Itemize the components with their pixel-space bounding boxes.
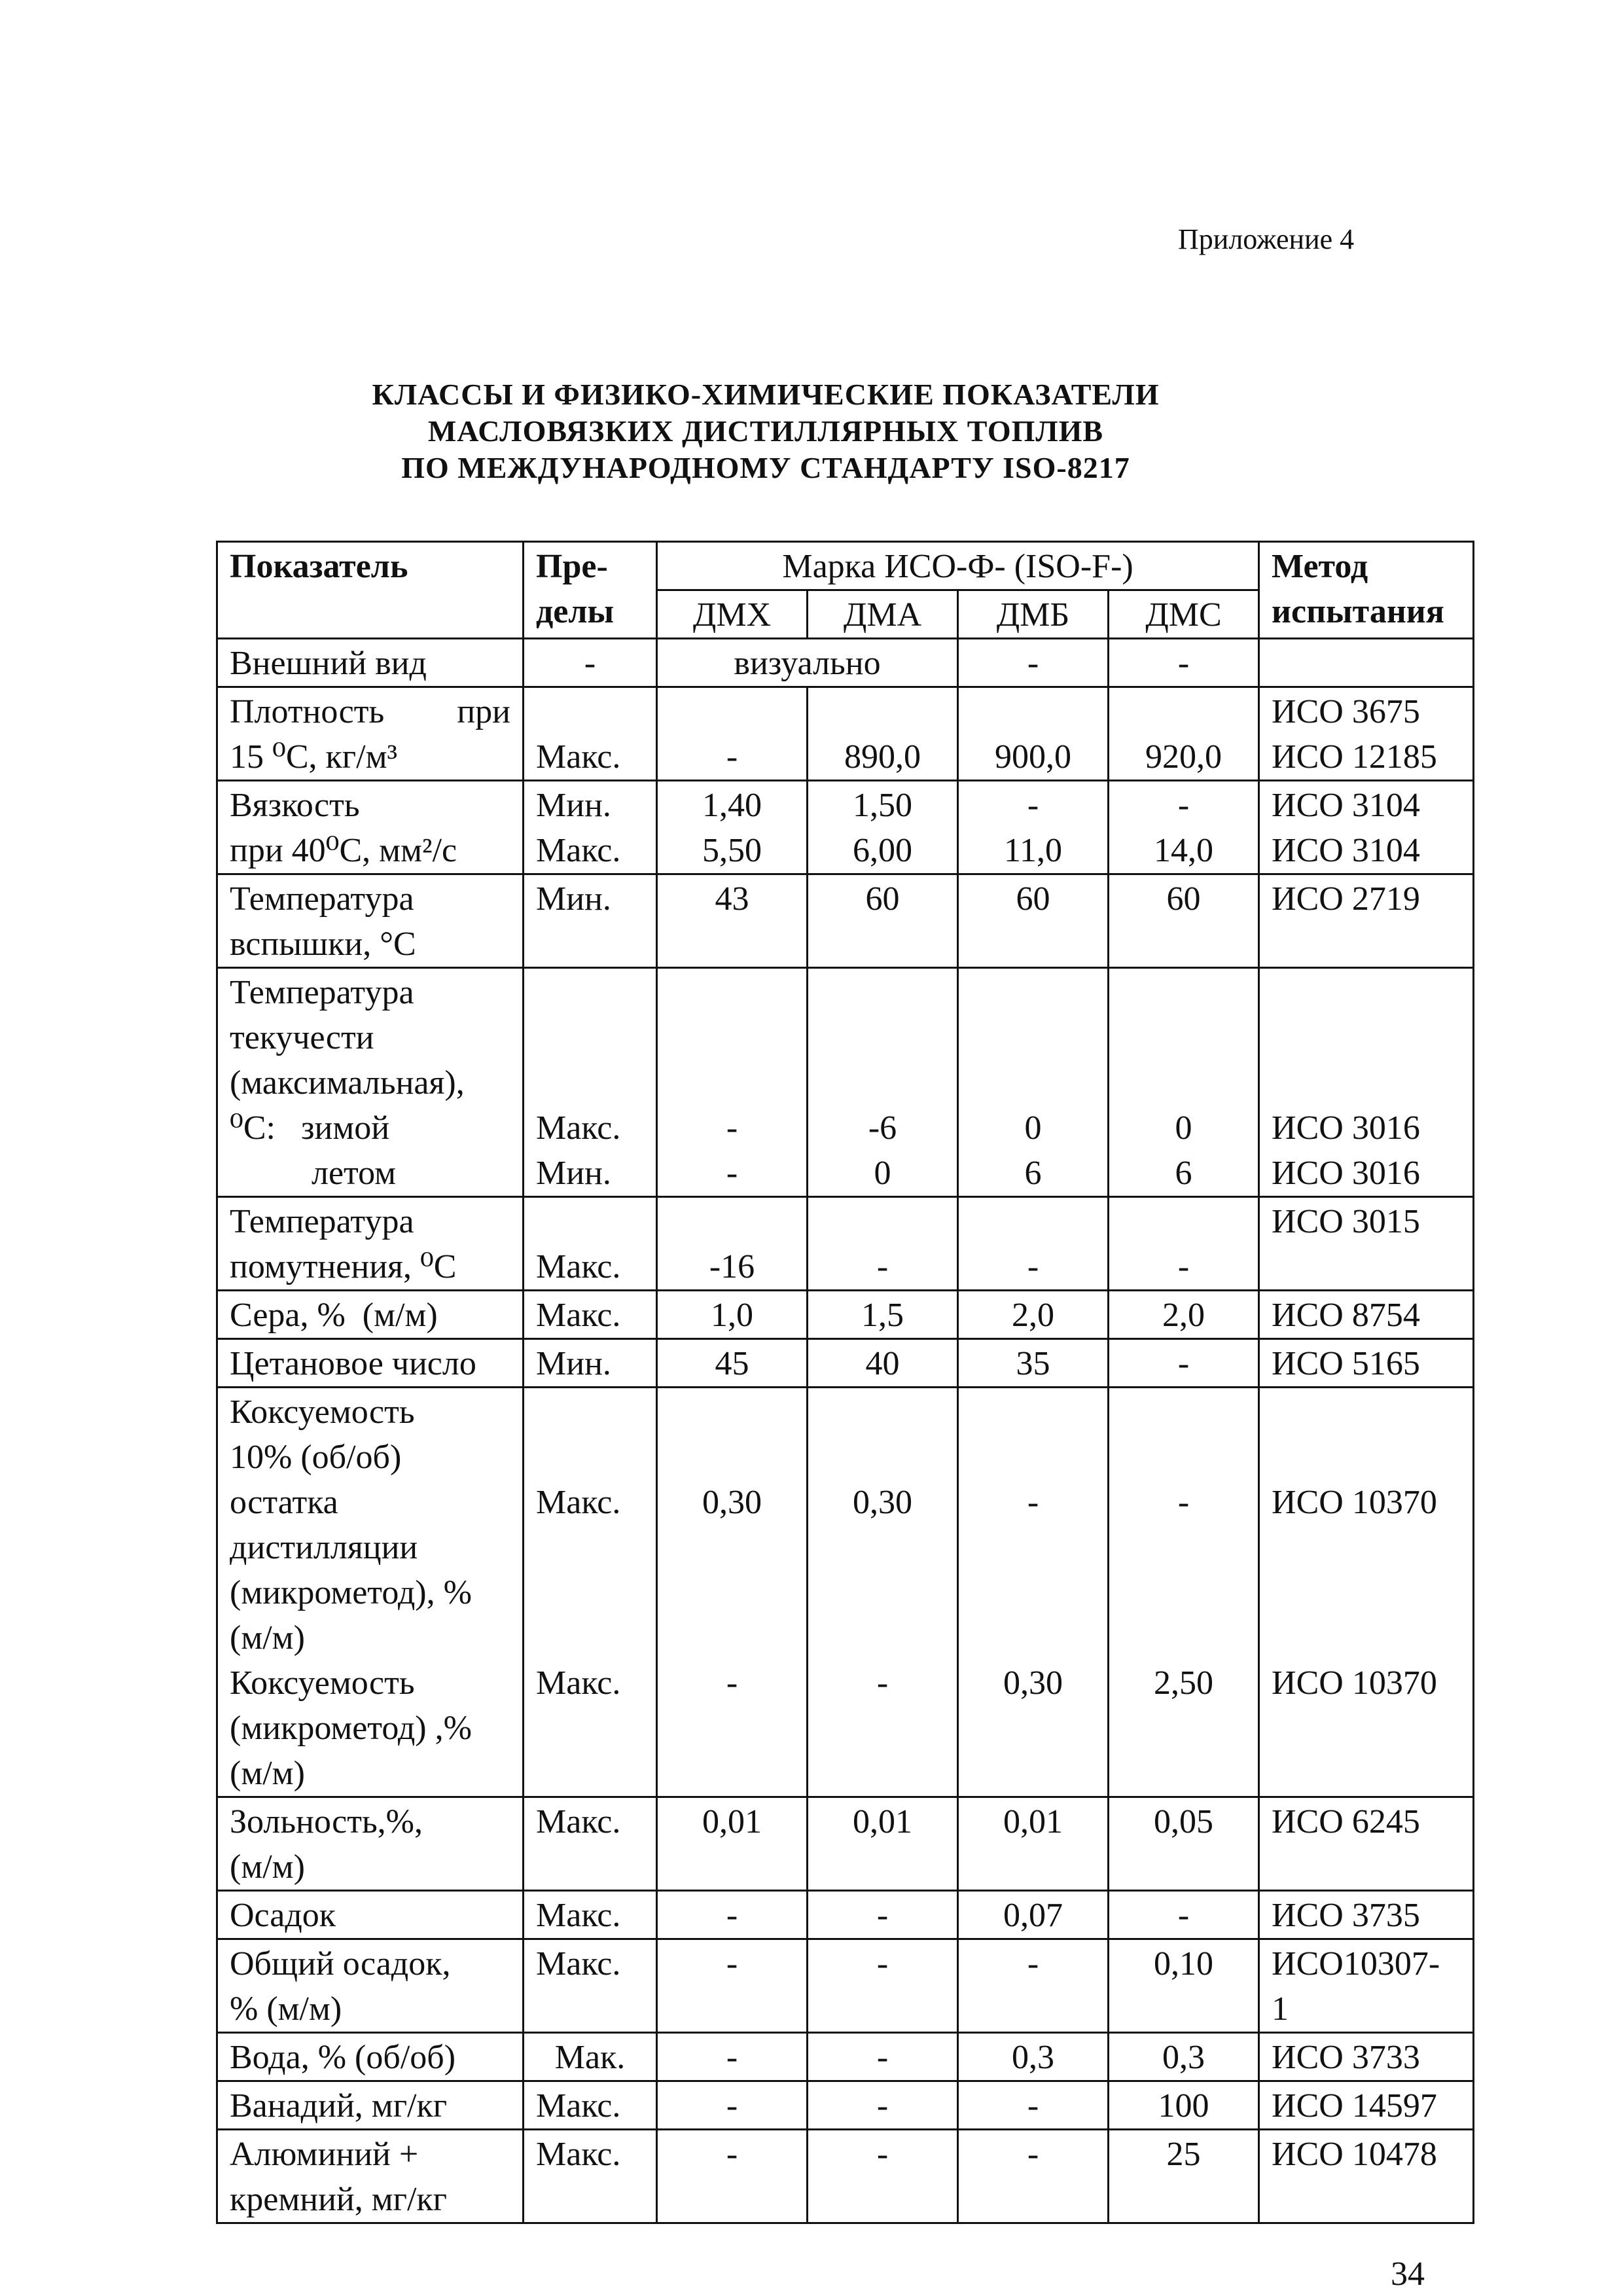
table-row-flash-point bbox=[217, 874, 1474, 968]
name-line: % (м/м) bbox=[230, 1990, 342, 2028]
value-dmx: - bbox=[657, 1891, 808, 1939]
value-dmx: - bbox=[657, 2033, 808, 2081]
method-line: ИСО10307- bbox=[1272, 1945, 1440, 1982]
name-line: Вязкость bbox=[230, 787, 360, 824]
table-row-sediment bbox=[217, 1891, 1474, 1939]
method-line: ИСО 12185 bbox=[1272, 738, 1437, 776]
indicator-name bbox=[217, 874, 524, 968]
grade-dmb: ДМБ bbox=[958, 590, 1109, 639]
value-dmc: 0,3 bbox=[1109, 2033, 1259, 2081]
method-line: ИСО 3016 bbox=[1272, 1155, 1420, 1192]
table-row-water bbox=[217, 2033, 1474, 2081]
value-dmc bbox=[1109, 1388, 1259, 1797]
indicator-name bbox=[217, 1388, 524, 1797]
value-dmb: - bbox=[958, 2081, 1109, 2130]
indicator-name bbox=[217, 1939, 524, 2033]
value-dmx bbox=[657, 781, 808, 874]
indicator-name bbox=[217, 687, 524, 781]
method-line: ИСО 10370 bbox=[1272, 1664, 1437, 1702]
value-dmb: 35 bbox=[958, 1339, 1109, 1388]
method-cell bbox=[1259, 968, 1474, 1197]
limit-cell: Макс. bbox=[524, 1797, 657, 1891]
name-line: (м/м) bbox=[230, 1848, 305, 1886]
value-dmc: 0,05 bbox=[1109, 1797, 1259, 1891]
value-dma: - bbox=[808, 1939, 958, 2033]
limit-cell: Мин. bbox=[524, 874, 657, 968]
name-line: Коксуемость bbox=[230, 1664, 415, 1702]
value: - bbox=[876, 1248, 889, 1285]
header-limits-line-2: делы bbox=[536, 593, 615, 630]
value: 1,40 bbox=[702, 787, 762, 824]
table-row-cloud-point bbox=[217, 1197, 1474, 1291]
indicator-name: Сера, % (м/м) bbox=[217, 1291, 524, 1339]
name-line: дистилляции bbox=[230, 1529, 418, 1566]
limit-cell: Макс. bbox=[524, 2130, 657, 2223]
indicator-name: Вода, % (об/об) bbox=[217, 2033, 524, 2081]
value: -16 bbox=[709, 1248, 755, 1285]
table-row-viscosity bbox=[217, 781, 1474, 874]
value-dmx bbox=[657, 968, 808, 1197]
value-dmc bbox=[1109, 968, 1259, 1197]
method-cell: ИСО 3735 bbox=[1259, 1891, 1474, 1939]
name-line: остатка bbox=[230, 1484, 338, 1521]
name-line: (м/м) bbox=[230, 1755, 305, 1792]
method-cell: ИСО 2719 bbox=[1259, 874, 1474, 968]
value: - bbox=[1027, 1484, 1039, 1521]
value: 1,50 bbox=[853, 787, 912, 824]
header-limits bbox=[524, 542, 657, 639]
limit-line: Макс. bbox=[536, 832, 621, 869]
value-dma bbox=[808, 1388, 958, 1797]
value: - bbox=[1177, 1484, 1190, 1521]
method-cell bbox=[1259, 781, 1474, 874]
indicator-name bbox=[217, 1197, 524, 1291]
document-title bbox=[0, 376, 1531, 486]
value: - bbox=[726, 1109, 738, 1147]
value-dmx: 1,0 bbox=[657, 1291, 808, 1339]
method-line: ИСО 3675 bbox=[1272, 693, 1420, 730]
table-row-ash bbox=[217, 1797, 1474, 1891]
value-dma: 1,5 bbox=[808, 1291, 958, 1339]
table-row-vanadium bbox=[217, 2081, 1474, 2130]
value-dmc: - bbox=[1109, 639, 1259, 687]
value-dmx: - bbox=[657, 2130, 808, 2223]
method-cell: ИСО 10478 bbox=[1259, 2130, 1474, 2223]
value-dmb bbox=[958, 781, 1109, 874]
name-line: помутнения, ⁰С bbox=[230, 1248, 457, 1285]
value: 14,0 bbox=[1154, 832, 1214, 869]
indicator-name bbox=[217, 968, 524, 1197]
value-dmc: - bbox=[1109, 1891, 1259, 1939]
indicator-name: Ванадий, мг/кг bbox=[217, 2081, 524, 2130]
header-row bbox=[217, 542, 1474, 590]
value: 920,0 bbox=[1145, 738, 1222, 776]
limit-cell: Макс. bbox=[524, 1891, 657, 1939]
header-limits-line-1: Пре- bbox=[536, 548, 608, 585]
name-line: Алюминий + bbox=[230, 2136, 419, 2173]
value-dmb: - bbox=[958, 1939, 1109, 2033]
table-row-aluminium-silicon bbox=[217, 2130, 1474, 2223]
name-line: Температура bbox=[230, 880, 414, 918]
limit-cell: Мин. bbox=[524, 1339, 657, 1388]
limit-cell bbox=[524, 687, 657, 781]
value: - bbox=[1177, 1248, 1190, 1285]
density-limit: Макс. bbox=[536, 738, 621, 776]
grade-dmx: ДМХ bbox=[657, 590, 808, 639]
value-dma: - bbox=[808, 2081, 958, 2130]
value-dma bbox=[808, 687, 958, 781]
value-dmc: 60 bbox=[1109, 874, 1259, 968]
value-dma: 60 bbox=[808, 874, 958, 968]
limit-line: Макс. bbox=[536, 1109, 621, 1147]
value-dmb: 2,0 bbox=[958, 1291, 1109, 1339]
name-line: кремний, мг/кг bbox=[230, 2181, 448, 2218]
value-dmx: - bbox=[657, 1939, 808, 2033]
grade-dma: ДМА bbox=[808, 590, 958, 639]
limit-line: Макс. bbox=[536, 1248, 621, 1285]
value-visual: визуально bbox=[657, 639, 958, 687]
value-dma bbox=[808, 968, 958, 1197]
limit-line: Макс. bbox=[536, 1484, 621, 1521]
value: 0 bbox=[1175, 1109, 1192, 1147]
method-cell: ИСО 14597 bbox=[1259, 2081, 1474, 2130]
value-dmx: - bbox=[657, 2081, 808, 2130]
value: 0 bbox=[1024, 1109, 1042, 1147]
limit-cell: Мак. bbox=[524, 2033, 657, 2081]
indicator-name bbox=[217, 2130, 524, 2223]
value-dma: - bbox=[808, 1891, 958, 1939]
value: 0,30 bbox=[853, 1484, 912, 1521]
grade-dmc: ДМС bbox=[1109, 590, 1259, 639]
method-line: ИСО 3016 bbox=[1272, 1109, 1420, 1147]
density-name-line-2: 15 ⁰С, кг/м³ bbox=[230, 738, 398, 776]
name-line: Температура bbox=[230, 974, 414, 1011]
method-cell bbox=[1259, 639, 1474, 687]
value-dmx: 45 bbox=[657, 1339, 808, 1388]
fuel-spec-table bbox=[216, 541, 1474, 2224]
value-dmc: - bbox=[1109, 1339, 1259, 1388]
name-line: (м/м) bbox=[230, 1619, 305, 1657]
value-dmb bbox=[958, 968, 1109, 1197]
limit-cell bbox=[524, 1197, 657, 1291]
value-dmb: 0,01 bbox=[958, 1797, 1109, 1891]
title-line-2: МАСЛОВЯЗКИХ ДИСТИЛЛЯРНЫХ ТОПЛИВ bbox=[427, 414, 1104, 448]
value-dmb: 60 bbox=[958, 874, 1109, 968]
value-dma: - bbox=[808, 2033, 958, 2081]
method-cell bbox=[1259, 1388, 1474, 1797]
limit-cell bbox=[524, 968, 657, 1197]
value-dmc bbox=[1109, 781, 1259, 874]
method-cell: ИСО 8754 bbox=[1259, 1291, 1474, 1339]
page-number: 34 bbox=[1391, 2255, 1425, 2293]
value: 900,0 bbox=[995, 738, 1071, 776]
value-dmx: 43 bbox=[657, 874, 808, 968]
value: - bbox=[726, 1664, 738, 1702]
name-line: Зольность,%, bbox=[230, 1803, 423, 1840]
name-line: Общий осадок, bbox=[230, 1945, 451, 1982]
title-line-1: КЛАССЫ И ФИЗИКО-ХИМИЧЕСКИЕ ПОКАЗАТЕЛИ bbox=[372, 378, 1160, 411]
table-row-total-sediment bbox=[217, 1939, 1474, 2033]
method-cell: ИСО 3733 bbox=[1259, 2033, 1474, 2081]
value: - bbox=[1027, 1248, 1039, 1285]
table-row-appearance bbox=[217, 639, 1474, 687]
name-line: (максимальная), bbox=[230, 1064, 465, 1102]
value-dmb: - bbox=[958, 2130, 1109, 2223]
value-dmc bbox=[1109, 1197, 1259, 1291]
value: 6 bbox=[1024, 1155, 1042, 1192]
name-line: Коксуемость bbox=[230, 1393, 415, 1431]
method-line: ИСО 3104 bbox=[1272, 832, 1420, 869]
value-dma bbox=[808, 1197, 958, 1291]
method-cell bbox=[1259, 687, 1474, 781]
value-dmx bbox=[657, 1388, 808, 1797]
value: 5,50 bbox=[702, 832, 762, 869]
table-row-density bbox=[217, 687, 1474, 781]
limit-cell bbox=[524, 781, 657, 874]
limit-cell bbox=[524, 1388, 657, 1797]
name-line: при 40⁰С, мм²/с bbox=[230, 832, 457, 869]
value: 11,0 bbox=[1003, 832, 1063, 869]
limit-cell: - bbox=[524, 639, 657, 687]
value-dmx: 0,01 bbox=[657, 1797, 808, 1891]
value: 890,0 bbox=[844, 738, 921, 776]
method-cell: ИСО 5165 bbox=[1259, 1339, 1474, 1388]
method-line: 1 bbox=[1272, 1990, 1289, 2028]
indicator-name: Внешний вид bbox=[217, 639, 524, 687]
value: 6 bbox=[1175, 1155, 1192, 1192]
name-line: (микрометод), % bbox=[230, 1574, 472, 1611]
name-line: летом bbox=[312, 1155, 396, 1192]
method-line: ИСО 10370 bbox=[1272, 1484, 1437, 1521]
method-cell bbox=[1259, 1939, 1474, 2033]
value: 0 bbox=[874, 1155, 891, 1192]
value-dmb bbox=[958, 1197, 1109, 1291]
name-line: ⁰С: зимой bbox=[230, 1109, 390, 1147]
name-line: 10% (об/об) bbox=[230, 1439, 402, 1476]
name-line: Температура bbox=[230, 1203, 414, 1240]
limit-line: Мин. bbox=[536, 787, 611, 824]
indicator-name: Цетановое число bbox=[217, 1339, 524, 1388]
value-dmb bbox=[958, 687, 1109, 781]
method-cell: ИСО 3015 bbox=[1259, 1197, 1474, 1291]
value: 2,50 bbox=[1154, 1664, 1214, 1702]
title-line-3: ПО МЕЖДУНАРОДНОМУ СТАНДАРТУ ISO-8217 bbox=[401, 451, 1130, 484]
header-method-line-2: испытания bbox=[1272, 593, 1444, 630]
limit-line: Макс. bbox=[536, 1664, 621, 1702]
value-dmx bbox=[657, 1197, 808, 1291]
name-line: (микрометод) ,% bbox=[230, 1710, 472, 1747]
limit-line: Мин. bbox=[536, 1155, 611, 1192]
limit-cell: Макс. bbox=[524, 1291, 657, 1339]
value: 0,30 bbox=[1003, 1664, 1063, 1702]
table-row-cetane bbox=[217, 1339, 1474, 1388]
value: - bbox=[1027, 787, 1039, 824]
header-method-line-1: Метод bbox=[1272, 548, 1368, 585]
header-indicator: Показатель bbox=[217, 542, 524, 639]
indicator-name bbox=[217, 781, 524, 874]
value: - bbox=[726, 1155, 738, 1192]
density-name-part-1: Плотность bbox=[230, 693, 385, 730]
density-name-part-2: при bbox=[457, 693, 510, 730]
header-method bbox=[1259, 542, 1474, 639]
value-dma: - bbox=[808, 2130, 958, 2223]
value-dmc: 100 bbox=[1109, 2081, 1259, 2130]
table-row-carbon-residue bbox=[217, 1388, 1474, 1797]
value-dma bbox=[808, 781, 958, 874]
table-row-sulfur bbox=[217, 1291, 1474, 1339]
value-dmx bbox=[657, 687, 808, 781]
value-dmc bbox=[1109, 687, 1259, 781]
appendix-label: Приложение 4 bbox=[1178, 223, 1355, 255]
indicator-name bbox=[217, 1797, 524, 1891]
value-dma: 0,01 bbox=[808, 1797, 958, 1891]
value: - bbox=[876, 1664, 889, 1702]
header-grade: Марка ИСО-Ф- (ISO-F-) bbox=[657, 542, 1259, 590]
table-row-pour-point bbox=[217, 968, 1474, 1197]
value: - bbox=[726, 738, 738, 776]
value-dmb: 0,07 bbox=[958, 1891, 1109, 1939]
name-line: вспышки, °С bbox=[230, 925, 416, 963]
name-line: текучести bbox=[230, 1019, 374, 1056]
value-dmc: 2,0 bbox=[1109, 1291, 1259, 1339]
value: 6,00 bbox=[853, 832, 912, 869]
indicator-name: Осадок bbox=[217, 1891, 524, 1939]
value-dmc: 25 bbox=[1109, 2130, 1259, 2223]
value-dmb: 0,3 bbox=[958, 2033, 1109, 2081]
value-dmc: 0,10 bbox=[1109, 1939, 1259, 2033]
value: -6 bbox=[868, 1109, 897, 1147]
limit-cell: Макс. bbox=[524, 1939, 657, 2033]
value: - bbox=[1177, 787, 1190, 824]
value-dma: 40 bbox=[808, 1339, 958, 1388]
method-cell: ИСО 6245 bbox=[1259, 1797, 1474, 1891]
value-dmb bbox=[958, 1388, 1109, 1797]
value: 0,30 bbox=[702, 1484, 762, 1521]
method-line: ИСО 3104 bbox=[1272, 787, 1420, 824]
value-dmb: - bbox=[958, 639, 1109, 687]
limit-cell: Макс. bbox=[524, 2081, 657, 2130]
